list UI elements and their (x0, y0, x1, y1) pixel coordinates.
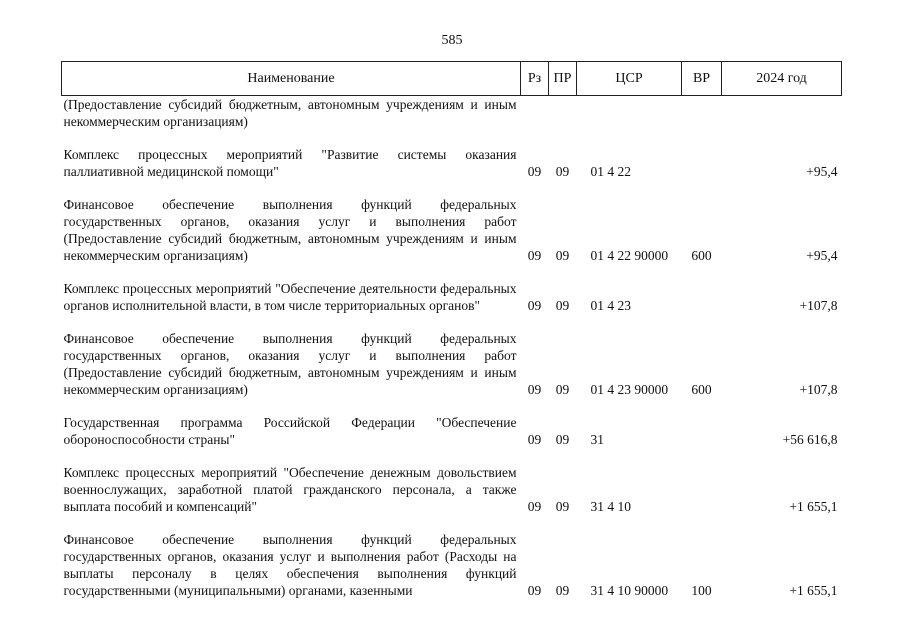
header-rz: Рз (521, 62, 549, 96)
row-csr: 31 4 10 90000 (590, 583, 669, 598)
row-csr: 31 (590, 432, 604, 447)
row-name: Финансовое обеспечение выполнения функций федеральных государственных органов, оказания услуг и выполнения работ (Предоставление субсидий бюджетным, автономным учреждениям и иным некоммерческим организациям) (63, 197, 517, 263)
page-number: 585 (441, 33, 463, 48)
row-amount: +107,8 (799, 382, 838, 397)
row-gap (62, 448, 842, 464)
table-header-row (62, 62, 842, 96)
table-row (62, 96, 842, 131)
row-amount (722, 96, 842, 131)
budget-table (61, 61, 842, 599)
row-csr: 01 4 22 90000 (590, 248, 669, 263)
row-csr: 31 4 10 (590, 499, 631, 514)
row-vr (682, 414, 722, 448)
row-amount: +1 655,1 (789, 583, 838, 598)
table-row (62, 146, 842, 180)
header-csr: ЦСР (577, 62, 682, 96)
row-csr (577, 96, 682, 131)
header-pr: ПР (549, 62, 577, 96)
row-amount: +107,8 (799, 298, 838, 313)
row-name: Комплекс процессных мероприятий "Развитие системы оказания паллиативной медицинской помощи" (63, 147, 517, 179)
table-row (62, 280, 842, 314)
row-rz: 09 (527, 583, 542, 598)
row-name: Финансовое обеспечение выполнения функций федеральных государственных органов, оказания услуг и выполнения работ (Расходы на выплаты персоналу в целях обеспечения выполнения функций государственными (муниципальными) органами, казенными (63, 532, 517, 598)
row-vr: 600 (691, 248, 712, 263)
row-pr: 09 (555, 298, 570, 313)
row-pr: 09 (555, 248, 570, 263)
row-gap (62, 264, 842, 280)
row-name: (Предоставление субсидий бюджетным, автономным учреждениям и иным некоммерческим организациям) (63, 97, 517, 129)
row-name: Комплекс процессных мероприятий "Обеспечение денежным довольствием военнослужащих, заработной платой гражданского персонала, а также выплата пособий и компенсаций" (63, 465, 517, 514)
row-gap (62, 130, 842, 146)
row-rz: 09 (527, 432, 542, 447)
table-row (62, 196, 842, 264)
row-pr: 09 (555, 432, 570, 447)
row-rz: 09 (527, 298, 542, 313)
row-amount: +56 616,8 (782, 432, 838, 447)
row-vr: 100 (691, 583, 712, 598)
row-csr: 01 4 23 90000 (590, 382, 669, 397)
row-amount: +1 655,1 (789, 499, 838, 514)
row-pr (549, 96, 577, 131)
row-csr: 01 4 22 (590, 164, 631, 179)
row-rz: 09 (527, 164, 542, 179)
row-csr: 01 4 23 (590, 298, 631, 313)
row-pr: 09 (555, 164, 570, 179)
row-rz: 09 (527, 382, 542, 397)
row-gap (62, 398, 842, 414)
row-vr: 600 (691, 382, 712, 397)
row-rz (521, 96, 549, 131)
table-row (62, 464, 842, 515)
header-amount: 2024 год (722, 62, 842, 96)
row-vr (682, 464, 722, 515)
row-gap (62, 515, 842, 531)
row-pr: 09 (555, 382, 570, 397)
row-amount: +95,4 (806, 164, 838, 179)
header-name: Наименование (62, 62, 521, 96)
row-name: Комплекс процессных мероприятий "Обеспечение деятельности федеральных органов исполнительной власти, в том числе территориальных органов" (63, 281, 517, 313)
row-vr (682, 146, 722, 180)
row-name: Финансовое обеспечение выполнения функций федеральных государственных органов, оказания услуг и выполнения работ (Предоставление субсидий бюджетным, автономным учреждениям и иным некоммерческим организациям) (63, 331, 517, 397)
row-amount: +95,4 (806, 248, 838, 263)
row-gap (62, 314, 842, 330)
header-vr: ВР (682, 62, 722, 96)
row-name: Государственная программа Российской Федерации "Обеспечение обороноспособности страны" (63, 415, 517, 447)
row-pr: 09 (555, 583, 570, 598)
table-row (62, 330, 842, 398)
row-gap (62, 180, 842, 196)
table-row (62, 414, 842, 448)
row-rz: 09 (527, 499, 542, 514)
row-vr (682, 280, 722, 314)
row-vr (682, 96, 722, 131)
table-row (62, 531, 842, 599)
row-rz: 09 (527, 248, 542, 263)
row-pr: 09 (555, 499, 570, 514)
